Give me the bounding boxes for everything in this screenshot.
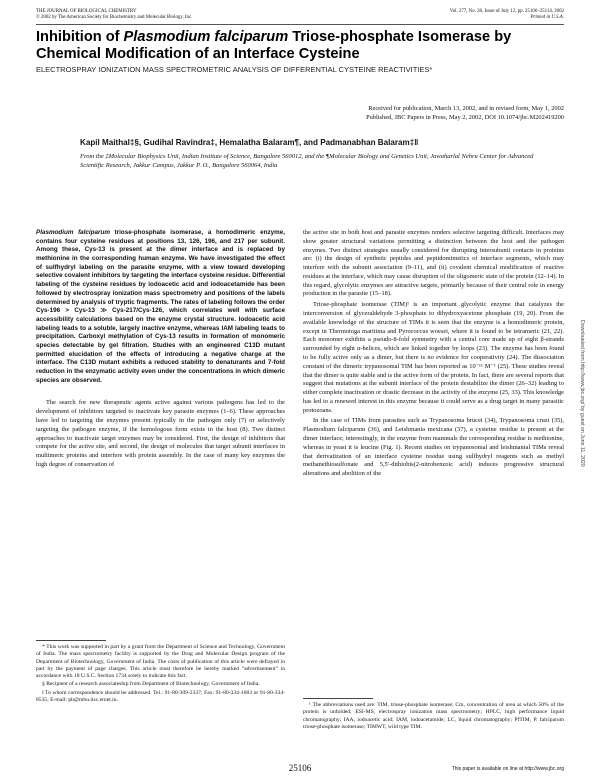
author-list: Kapil Maithal‡§, Gudihal Ravindra‡, Hemalatha Balaram¶, and Padmanabhan Balaram‡‖ [80, 138, 419, 147]
publication-dates [204, 105, 564, 122]
associateship-footnote: § Recipient of a research associateship from Department of Biotechnology, Government of India. [42, 681, 260, 688]
download-watermark-text: Downloaded from http://www.jbc.org/ by guest on June 11, 2020 [579, 320, 585, 467]
page-number: 25106 [288, 763, 312, 773]
footnote-rule-right [303, 698, 373, 699]
intro-paragraph-1: The search for new therapeutic agents active against various pathogens has led to the development of inhibitors targeted to inactivate key parasite enzymes (1–6). These approaches have led to targeting the enzymes present typically in the pathogen only (7) or selectively targeting the pathogen enzyme, if the homologous form exists in the host (8). Two distinct approaches to inactivate target enzymes may be considered. First, the design of inhibitors that compete for the active site, and second, the design of molecules that target subunit interfaces in multimeric proteins and interfere with protein assembly. In the case of many key enzymes the high degree of conservation of [36, 399, 285, 468]
intro-paragraph-2: the active site in both host and parasite enzymes renders selective targeting difficult. Interfaces may show greater structural variations permitting a distinction between the host and the pathogen enzymes. Two distinct strategies usually considered for disrupting intersubunit contacts in proteins are: (i) the design of synthetic peptides and peptidomimetics of interface segments, which may interfere with the subunit association (9–11), and (ii) covalent chemical modification of reactive residues at the interface, which may cause disruption of the oligomeric state of the protein (12–14). In this regard, glycolytic enzymes are attractive targets, primarily because of their central role in energy production in the parasite (15–18). [303, 229, 564, 298]
journal-info [36, 9, 192, 21]
correspondence-footnote: ‖ To whom correspondence should be addressed. Tel.: 91-80-309-2337; Fax: 91-80-334-1683 or 91-80-334-8535; E-mail: pb@mbu.iisc.ernet.in. [36, 689, 285, 703]
abstract-organism: Plasmodium falciparum [36, 229, 110, 236]
left-column [36, 229, 285, 470]
abstract-text: triose-phosphate isomerase, a homodimeric enzyme, contains four cysteine residues at positions 13, 126, 196, and 217 per subunit. Among these, Cys-13 is present at the dimer interface and is replaced by methionine in the corresponding human enzyme. We have investigated the effect of sulfhydryl labeling on the parasite enzyme, with a view toward developing selective covalent inhibitors by targeting the interface cysteine residue. Differential labeling of the cysteine residues by iodoacetic acid and iodoacetamide has been followed by electrospray ionization mass spectrometry and positions of the labels determined by analysis of tryptic fragments. The rates of labeling follows the order Cys-196 > Cys-13 ≫ Cys-217/Cys-126, which correlates well with surface accessibility calculations based on the enzyme crystal structure. Iodoacetic acid labeling leads to a soluble, largely inactive enzyme, whereas IAM labeling leads to precipitation. Carboxyl methylation of Cys-13 results in formation of monomeric species detectable by gel filtration. Studies with an engineered C13D mutant permitted elucidation of the effects of introducing a negative charge at the interface. The C13D mutant exhibits a reduced stability to denaturants and 7-fold reduction in the enzymatic activity even under the concentrations in which dimeric species are observed. [36, 229, 285, 384]
article-title [36, 29, 556, 63]
footnotes-left [36, 644, 285, 705]
abbreviations-footnote: ¹ The abbreviations used are: TIM, triose-phosphate isomerase; Cm, concentration of urea at which 50% of the protein is unfolded; ESI-MS, electrospray ionization mass spectrometry; HPLC, high performance liquid chromatography; IAA, iodoacetic acid; IAM, iodoacetamide; LC, liquid chromatography; PfTIM, P. falciparum triose-phosphate isomerase; TIMWT, wild type TIM. [303, 702, 564, 730]
title-part-1: Inhibition of [36, 29, 124, 45]
title-organism: Plasmodium falciparum [123, 29, 289, 45]
received-line: Received for publication, March 13, 2002, and in revised form, May 1, 2002 [368, 105, 564, 112]
title-part-2: Triose-phosphate Isomerase by Chemical Modification of an Interface Cysteine [36, 29, 512, 62]
right-column [303, 229, 564, 479]
issue-info [450, 9, 564, 21]
funding-footnote: * This work was supported in part by a grant from the Department of Science and Technology, Government of India. The mass spectrometry facility is supported by the Drug and Molecular Design program of the Department of Biotechnology, Government of India. The costs of publication of this article were defrayed in part by the payment of page charges. This article must therefore be hereby marked "advertisement" in accordance with 18 U.S.C. Section 1734 solely to indicate this fact. [36, 644, 285, 679]
affiliation: From the ‡Molecular Biophysics Unit, Indian Institute of Science, Bangalore 560012, and the ¶Molecular Biology and Genetics Unit, Jawaharlal Nehru Center for Advanced Scientific Research, Jakkur Campus, Jakkur P. O., Bangalore 560064, India [80, 153, 534, 169]
intro-paragraph-4: In the case of TIMs from parasites such as Trypanosoma brucei (34), Trypanosoma cruzi (35), Plasmodium falciparum (36), and Leishmania mexicana (37), a cysteine residue is present at the dimer interface; interestingly, in the enzyme from mammals the corresponding residue is methionine, whereas in yeast it is leucine (Fig. 1). Recent studies on trypanosomal and leishmanial TIMs reveal that derivatization of an interface cysteine residue using sulfhydryl reagents such as methyl methanethiosulfonate and 5,5′-dithiobis(2-nitrobenzoic acid) induces progressive structural alterations and abolition of the [303, 417, 564, 478]
abstract [36, 229, 285, 385]
copyright-line: © 2002 by The American Society for Biochemistry and Molecular Biology, Inc. [36, 15, 193, 20]
journal-name: THE JOURNAL OF BIOLOGICAL CHEMISTRY [36, 9, 137, 14]
online-availability-note: This paper is available on line at http://www.jbc.org [451, 766, 564, 772]
volume-line: Vol. 277, No. 28, Issue of July 12, pp. 25106–25114, 2002 [449, 9, 564, 14]
article-subtitle: ELECTROSPRAY IONIZATION MASS SPECTROMETRIC ANALYSIS OF DIFFERENTIAL CYSTEINE REACTIVITIES* [36, 65, 433, 74]
printed-line: Printed in U.S.A. [530, 15, 564, 20]
abstract-spacer [36, 385, 285, 397]
intro-paragraph-3: Triose-phosphate isomerase (TIM)¹ is an important glycolytic enzyme that catalyzes the interconversion of glyceraldehyde 3-phosphate to dihydroxyacetone phosphate (19, 20). From the available knowledge of the structure of TIMs it is seen that the enzyme is a homodimeric protein, except in Thermotoga maritima and Pyrococcus woesei, where it is found to be tetrameric (21, 22). Each monomer exhibits a pseudo-8-fold symmetry with a central core made up of eight β-strands surrounded by eight α-helices, which are linked together by loops (23). The enzyme has been found to be fully active only as a dimer, but there is no evidence for cooperativity (24). The dissociation constant of the dimeric trypanosomal TIM has been reported as 10⁻¹¹ M⁻¹ (25). These studies reveal that the dimer is quite stable and is the active form of the protein. In fact, there are several reports that suggest that mutations at the subunit interface of the protein destabilize the dimer (26–32) leading to either complete inactivation or drastic decrease in the activity of the enzyme (25, 33). This knowledge has led to a renewed interest in this enzyme because it could serve as a drug target in many parasitic protozoans. [303, 301, 564, 414]
footnote-rule-left [36, 640, 106, 641]
header-divider [36, 24, 564, 25]
download-watermark [575, 320, 585, 620]
published-line: Published, JBC Papers in Press, May 2, 2002, DOI 10.1074/jbc.M202419200 [366, 113, 564, 121]
